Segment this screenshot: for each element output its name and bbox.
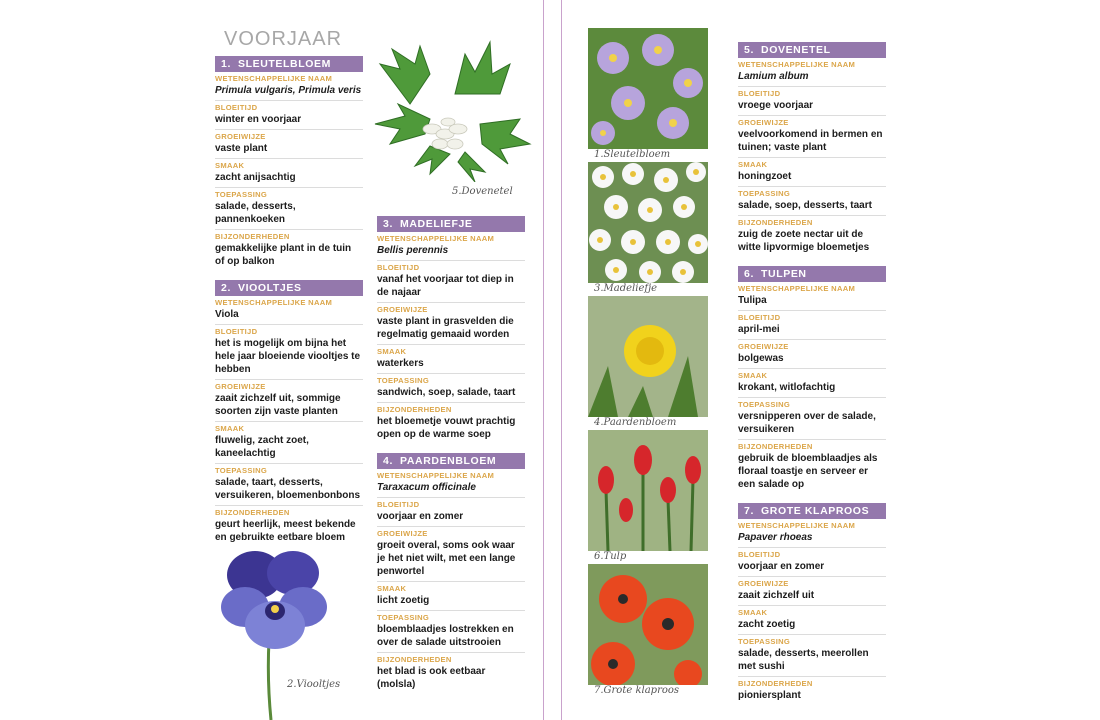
field — [215, 380, 363, 422]
field-label: BLOEITIJD — [215, 327, 258, 336]
field-value: Viola — [215, 309, 239, 320]
field-value: salade, desserts, pannenkoeken — [215, 201, 296, 225]
field-value: geurt heerlijk, meest bekende en gebruikte eetbare bloem — [215, 519, 356, 543]
section-header — [377, 216, 525, 232]
photo-tulp — [588, 430, 708, 551]
field-value: winter en voorjaar — [215, 114, 302, 125]
field-value: vanaf het voorjaar tot diep in de najaar — [377, 274, 514, 298]
photo-sleutelbloem — [588, 28, 708, 149]
flower-section-sleutelbloem — [215, 56, 363, 271]
field-label: BIJZONDERHEDEN — [377, 405, 452, 414]
field-label: BLOEITIJD — [215, 103, 258, 112]
field-value: honingzoet — [738, 171, 792, 182]
section-name: VIOOLTJES — [238, 282, 302, 294]
field-label: GROEIWIJZE — [738, 579, 789, 588]
field — [215, 130, 363, 159]
field-label: TOEPASSING — [377, 613, 430, 622]
caption-klaproos: 7.Grote klaproos — [594, 685, 680, 696]
section-header — [738, 266, 886, 282]
field-label: WETENSCHAPPELIJKE NAAM — [215, 298, 333, 307]
field-value: het is mogelijk om bijna het hele jaar bloeiende viooltjes te hebben — [215, 338, 361, 375]
field — [377, 582, 525, 611]
field-value: groeit overal, soms ook waar je het niet wilt, met een lange penwortel — [377, 540, 516, 577]
photo-paardenbloem — [588, 296, 708, 417]
field-value: vroege voorjaar — [738, 100, 814, 111]
section-header — [215, 56, 363, 72]
field-value: veelvoorkomend in bermen en tuinen; vaste plant — [738, 129, 883, 153]
field-value: fluwelig, zacht zoet, kaneelachtig — [215, 435, 309, 459]
section-number: 2. — [221, 282, 231, 294]
field — [738, 440, 886, 494]
field-value: versnipperen over de salade, versuikeren — [738, 411, 876, 435]
field-value: vaste plant — [215, 143, 268, 154]
field-value: krokant, witlofachtig — [738, 382, 836, 393]
field — [738, 282, 886, 311]
section-name: MADELIEFJE — [400, 218, 473, 230]
field-value: gemakkelijke plant in de tuin of op balkon — [215, 243, 352, 267]
field — [738, 369, 886, 398]
field-label: BIJZONDERHEDEN — [215, 508, 290, 517]
field-label: GROEIWIJZE — [377, 305, 428, 314]
field — [377, 345, 525, 374]
caption-sleutelbloem: 1.Sleutelbloem — [594, 149, 671, 160]
field — [377, 232, 525, 261]
field-value: salade, taart, desserts, versuikeren, bloemenbonbons — [215, 477, 361, 501]
field-label: TOEPASSING — [215, 466, 268, 475]
field — [215, 422, 363, 464]
field-label: WETENSCHAPPELIJKE NAAM — [377, 471, 495, 480]
field-value: zacht zoetig — [738, 619, 796, 630]
field-label: BIJZONDERHEDEN — [377, 655, 452, 664]
field-label: SMAAK — [215, 161, 245, 170]
field — [377, 498, 525, 527]
field — [215, 230, 363, 271]
field-label: BLOEITIJD — [377, 500, 420, 509]
field — [738, 116, 886, 158]
field-label: BLOEITIJD — [738, 550, 781, 559]
field-value: april-mei — [738, 324, 780, 335]
section-number: 1. — [221, 58, 231, 70]
dovenetel-image — [370, 34, 535, 182]
field-label: SMAAK — [738, 160, 768, 169]
field-label: WETENSCHAPPELIJKE NAAM — [738, 284, 856, 293]
field-value: zacht anijsachtig — [215, 172, 296, 183]
field-label: BLOEITIJD — [738, 89, 781, 98]
section-name: TULPEN — [761, 268, 807, 280]
field-label: BLOEITIJD — [738, 313, 781, 322]
field-value: zuig de zoete nectar uit de witte lipvormige bloemetjes — [738, 229, 870, 253]
field-label: SMAAK — [377, 584, 407, 593]
field — [215, 188, 363, 230]
page-spine-right — [561, 0, 562, 720]
field-label: SMAAK — [738, 371, 768, 380]
field-value: zaait zichzelf uit — [738, 590, 815, 601]
photo-klaproos — [588, 564, 708, 685]
field-label: BIJZONDERHEDEN — [215, 232, 290, 241]
field-value: voorjaar en zomer — [377, 511, 464, 522]
field-value: waterkers — [377, 358, 424, 369]
field-label: BIJZONDERHEDEN — [738, 218, 813, 227]
field — [738, 158, 886, 187]
field — [377, 403, 525, 444]
column-left — [215, 56, 363, 556]
field-value: Papaver rhoeas — [738, 532, 813, 543]
field — [215, 72, 363, 101]
field-value: licht zoetig — [377, 595, 430, 606]
field-value: zaait zichzelf uit, sommige soorten zijn vaste planten — [215, 393, 341, 417]
caption-dovenetel: 5.Dovenetel — [452, 186, 513, 197]
section-name: PAARDENBLOEM — [400, 455, 497, 467]
field — [377, 611, 525, 653]
field — [738, 635, 886, 677]
field-label: WETENSCHAPPELIJKE NAAM — [377, 234, 495, 243]
section-number: 7. — [744, 505, 754, 517]
flower-section-madeliefje — [377, 216, 525, 444]
field — [738, 340, 886, 369]
field — [377, 527, 525, 582]
page-title: VOORJAAR — [224, 28, 343, 50]
field-value: vaste plant in grasvelden die regelmatig gemaaid worden — [377, 316, 514, 340]
flower-section-paardenbloem — [377, 453, 525, 694]
section-name: GROTE KLAPROOS — [761, 505, 870, 517]
field — [215, 325, 363, 380]
field — [738, 311, 886, 340]
field — [738, 216, 886, 257]
field-value: bloemblaadjes lostrekken en over de salade uitstrooien — [377, 624, 514, 648]
section-number: 4. — [383, 455, 393, 467]
field-value: Bellis perennis — [377, 245, 449, 256]
flower-section-viooltjes — [215, 280, 363, 547]
field-label: WETENSCHAPPELIJKE NAAM — [738, 521, 856, 530]
field — [215, 101, 363, 130]
section-number: 6. — [744, 268, 754, 280]
field-label: WETENSCHAPPELIJKE NAAM — [738, 60, 856, 69]
field-value: salade, soep, desserts, taart — [738, 200, 872, 211]
field-label: TOEPASSING — [738, 400, 791, 409]
field-label: TOEPASSING — [377, 376, 430, 385]
photo-madeliefje — [588, 162, 708, 283]
field-label: BIJZONDERHEDEN — [738, 442, 813, 451]
field — [377, 261, 525, 303]
flower-section-tulpen — [738, 266, 886, 494]
field-label: GROEIWIJZE — [738, 118, 789, 127]
field-value: Primula vulgaris, Primula veris — [215, 85, 362, 96]
page-spine-left — [543, 0, 544, 720]
section-header — [738, 503, 886, 519]
section-number: 5. — [744, 44, 754, 56]
section-header — [377, 453, 525, 469]
section-header — [738, 42, 886, 58]
caption-madeliefje: 3.Madeliefje — [594, 283, 658, 294]
field — [215, 296, 363, 325]
field-label: GROEIWIJZE — [215, 132, 266, 141]
field-label: GROEIWIJZE — [215, 382, 266, 391]
column-right — [738, 42, 886, 714]
field-label: SMAAK — [215, 424, 245, 433]
field-label: TOEPASSING — [215, 190, 268, 199]
field — [738, 187, 886, 216]
field — [377, 374, 525, 403]
field-label: SMAAK — [377, 347, 407, 356]
field — [377, 303, 525, 345]
field-label: BLOEITIJD — [377, 263, 420, 272]
field — [738, 519, 886, 548]
field — [215, 464, 363, 506]
caption-viooltjes: 2.Viooltjes — [287, 679, 341, 690]
viooltje-image — [215, 545, 335, 720]
field-label: WETENSCHAPPELIJKE NAAM — [215, 74, 333, 83]
field — [738, 58, 886, 87]
caption-paardenbloem: 4.Paardenbloem — [594, 417, 677, 428]
field-value: gebruik de bloemblaadjes als floraal toastje en serveer er een salade op — [738, 453, 878, 490]
field-value: het bloemetje vouwt prachtig open op de warme soep — [377, 416, 516, 440]
section-name: DOVENETEL — [761, 44, 831, 56]
field-label: BIJZONDERHEDEN — [738, 679, 813, 688]
field-label: GROEIWIJZE — [738, 342, 789, 351]
section-name: SLEUTELBLOEM — [238, 58, 331, 70]
field-value: sandwich, soep, salade, taart — [377, 387, 516, 398]
field — [738, 577, 886, 606]
field-label: TOEPASSING — [738, 189, 791, 198]
field-label: SMAAK — [738, 608, 768, 617]
field — [738, 398, 886, 440]
field — [377, 469, 525, 498]
field-value: het blad is ook eetbaar (molsla) — [377, 666, 486, 690]
field-value: salade, desserts, meerollen met sushi — [738, 648, 869, 672]
field-value: Taraxacum officinale — [377, 482, 476, 493]
field — [738, 677, 886, 705]
field-value: Lamium album — [738, 71, 809, 82]
field — [738, 548, 886, 577]
field-value: voorjaar en zomer — [738, 561, 825, 572]
field-label: TOEPASSING — [738, 637, 791, 646]
field — [738, 87, 886, 116]
field-label: GROEIWIJZE — [377, 529, 428, 538]
field-value: bolgewas — [738, 353, 784, 364]
flower-section-dovenetel — [738, 42, 886, 257]
field — [215, 159, 363, 188]
caption-tulp: 6.Tulp — [594, 551, 627, 562]
flower-section-grote-klaproos — [738, 503, 886, 705]
field — [377, 653, 525, 694]
field — [738, 606, 886, 635]
section-number: 3. — [383, 218, 393, 230]
column-middle — [377, 216, 525, 703]
field-value: pioniersplant — [738, 690, 801, 701]
field — [215, 506, 363, 547]
section-header — [215, 280, 363, 296]
field-value: Tulipa — [738, 295, 767, 306]
